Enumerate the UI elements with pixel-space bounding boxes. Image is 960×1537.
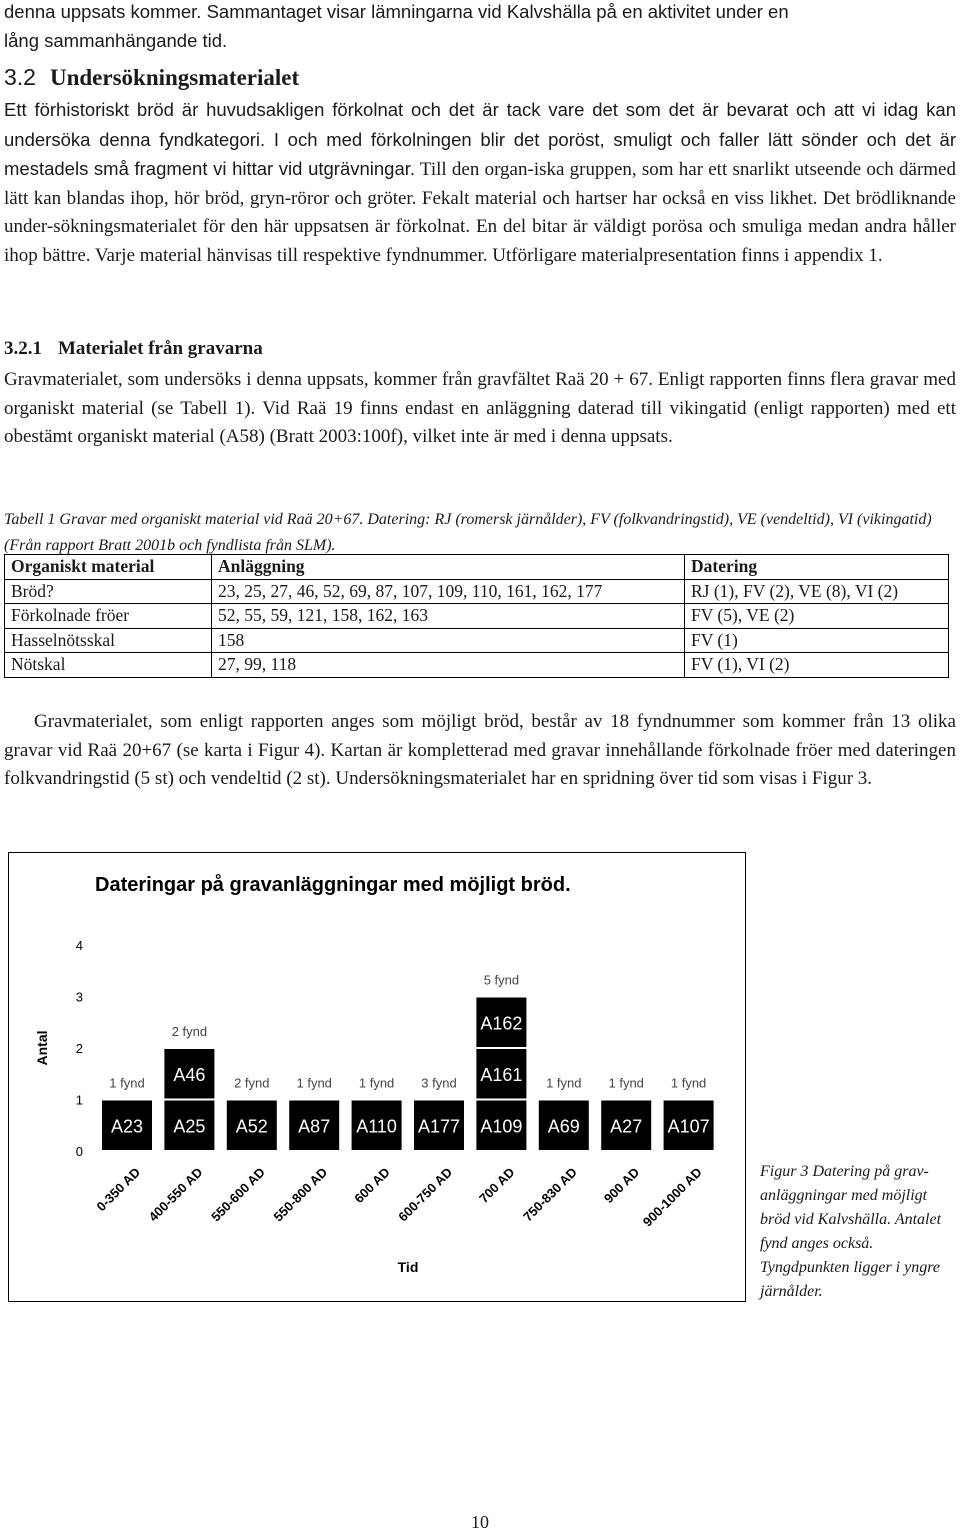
table-row [5,628,949,653]
chart-count-label: 1 fynd [546,1075,582,1091]
chart-segment-label: A69 [547,1116,580,1137]
chart-count-label: 1 fynd [670,1075,707,1091]
table-header-row [5,555,949,580]
table-header-cell: Organiskt material [5,555,212,580]
section-paragraph [4,96,956,270]
chart-count-label: 5 fynd [483,972,520,988]
chart-x-tick-label: 550-600 AD [208,1164,268,1225]
chart-y-tick-label: 2 [75,1041,83,1056]
chart-count-label: 3 fynd [421,1075,457,1091]
chart-segment-label: A87 [298,1116,331,1137]
section-heading [4,64,299,91]
table-cell: Nötskal [5,653,212,678]
table-cell: FV (1), VI (2) [685,653,949,678]
figure-chart-frame [8,852,746,1302]
chart-count-label: 1 fynd [358,1075,395,1091]
chart-y-tick-label: 1 [75,1092,83,1108]
chart-x-tick-label: 900-1000 AD [639,1164,705,1230]
subsection-title: Materialet från gravarna [58,338,263,359]
intro-line-1: denna uppsats kommer. Sammantaget visar lämningarna vid Kalvshälla på en aktivitet under en [4,1,789,22]
chart-x-axis-label: Tid [397,1259,419,1275]
chart-x-tick-label: 0-350 AD [93,1164,144,1215]
chart-segment-label: A109 [480,1116,523,1137]
table-cell: FV (5), VE (2) [685,604,949,629]
chart-x-ticks [94,1165,705,1230]
chart-y-tick-label: 4 [75,938,83,953]
chart-segment-label: A27 [610,1116,643,1137]
table-cell: 158 [212,628,685,653]
chart-x-tick-label: 700 AD [476,1164,518,1206]
chart-x-tick-label: 600-750 AD [395,1164,456,1225]
chart-segment-label: A25 [173,1116,206,1137]
post-table-paragraph: Gravmaterialet, som enligt rapporten anges som möjligt bröd, består av 18 fyndnummer som kommer från 13 olika gravar vid Raä 20+67 (se karta i Figur 4). Kartan är kompletterad med gravar innehållande förkolnade fröer med dateringen folkvandringstid (5 st) och vendeltid (2 st). Undersökningsmaterialet har en spridning över tid som visas i Figur 3. [4,711,956,789]
chart-bars [102,973,714,1151]
table-row [5,579,949,604]
chart-x-tick-label: 550-800 AD [270,1164,331,1225]
page-number: 10 [471,1512,489,1532]
table-cell: Förkolnade fröer [5,604,212,629]
table-cell: Hasselnötsskal [5,628,212,653]
table-cell: 27, 99, 118 [212,653,685,678]
chart-title: Dateringar på gravanläggningar med möjligt bröd. [95,874,571,896]
subsection-paragraph: Gravmaterialet, som undersöks i denna uppsats, kommer från gravfältet Raä 20 + 67. Enligt rapporten finns flera gravar med organiskt material (se Tabell 1). Vid Raä 19 finns endast en anläggning daterad till vikingatid (enligt rapporten) med ett obestämt organiskt material (A58) (Bratt 2003:100f), vilket inte är med i denna uppsats. [4,369,956,447]
section-paragraph-sans: Ett förhistoriskt bröd är huvudsakligen förkolnat och det är tack vare det som det är bevarat och att vi idag kan undersöka denna fyndkategori. I och med förkolningen blir det poröst, smuligt och faller lätt sönder och det är mestadels små fragment vi hittar vid utgrävningar. [4,99,956,179]
chart-x-tick-label: 900 AD [600,1164,643,1206]
table-header-cell: Anläggning [212,555,685,580]
table-header-cell: Datering [685,555,949,580]
grave-material-table [4,554,949,678]
table-row [5,653,949,678]
intro-line-2: lång sammanhängande tid. [4,29,228,51]
chart-count-label: 1 fynd [296,1075,332,1091]
chart-segment-label: A23 [110,1116,144,1137]
chart-count-label: 2 fynd [234,1075,270,1091]
table-caption: Tabell 1 Gravar med organiskt material vid Raä 20+67. Datering: RJ (romersk järnålder), FV (folkvandringstid), VE (vendeltid), VI (vikingatid) (Från rapport Bratt 2001b och fyndlista från SLM). [4,511,932,554]
table-cell: RJ (1), FV (2), VE (8), VI (2) [685,579,949,604]
chart-segment-label: A46 [173,1064,206,1085]
chart-segment-label: A107 [667,1116,710,1137]
chart-segment-label: A162 [480,1013,523,1034]
table-cell: 23, 25, 27, 46, 52, 69, 87, 107, 109, 110, 161, 162, 177 [212,579,685,604]
subsection-heading [4,338,263,360]
section-number: 3.2 [4,64,36,90]
chart-segment-label: A177 [417,1116,461,1137]
figure-caption: Figur 3 Datering på grav-anläggningar med möjligt bröd vid Kalvshälla. Antalet fynd anges också. Tyngdpunkten ligger i yngre järnålder. [760,1163,942,1300]
table-cell: 52, 55, 59, 121, 158, 162, 163 [212,604,685,629]
subsection-number: 3.2.1 [4,338,42,359]
dating-bar-chart [9,853,745,1301]
chart-count-label: 1 fynd [109,1075,145,1091]
chart-y-axis-label: Antal [34,1030,50,1066]
chart-count-label: 1 fynd [608,1075,644,1091]
section-title: Undersökningsmaterialet [49,65,300,90]
intro-paragraph [4,0,956,55]
chart-y-tick-label: 3 [75,989,83,1005]
chart-count-label: 2 fynd [171,1024,208,1039]
table-row [5,604,949,629]
chart-x-tick-label: 600 AD [351,1164,393,1206]
table-cell: FV (1) [685,628,949,653]
chart-y-ticks [76,938,83,1159]
table-cell: Bröd? [5,579,212,604]
chart-segment-label: A52 [235,1116,268,1137]
chart-segment-label: A161 [480,1064,523,1085]
chart-segment-label: A110 [356,1116,397,1137]
chart-x-tick-label: 750-830 AD [520,1164,580,1225]
chart-x-tick-label: 400-550 AD [145,1164,206,1225]
section-paragraph-serif: Till den organ-iska gruppen, som har ett snarlikt utseende och därmed lätt kan blandas ihop, hör bröd, gryn-röror och gröter. Fekalt material och hartser har också en viss likhet. Det brödliknande under-sökningsmaterialet för den här uppsatsen är förkolnat. En del bitar är väldigt porösa och smuliga medan andra håller ihop bättre. Varje material hänvisas till respektive fyndnummer. Utförligare materialpresentation finns i appendix 1. [4,159,956,266]
chart-y-tick-label: 0 [75,1144,83,1159]
